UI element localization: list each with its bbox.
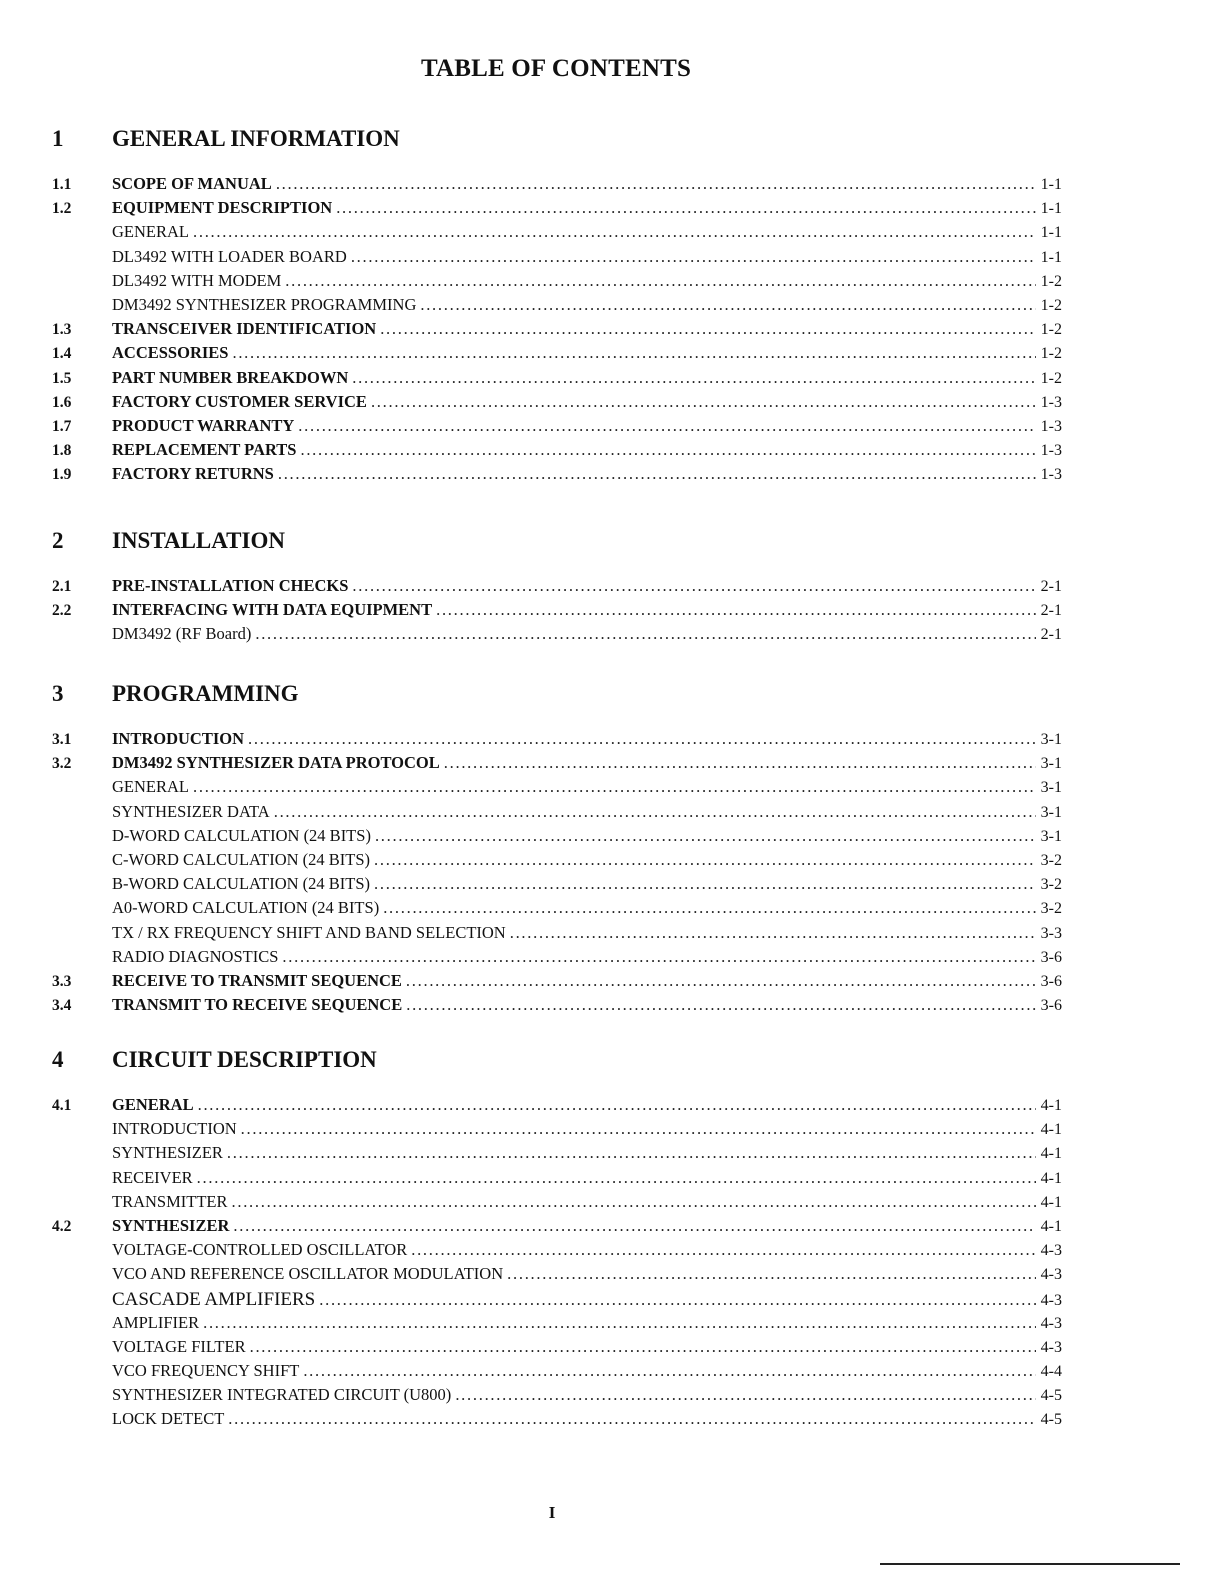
toc-entry-list <box>52 729 1062 1019</box>
entry-page: 1-1 <box>1040 248 1062 266</box>
page-number: I <box>548 1503 556 1522</box>
entry-page: 2-1 <box>1040 626 1062 644</box>
section-title: INSTALLATION <box>112 528 285 553</box>
toc-entry <box>52 1337 1062 1361</box>
entry-title: D-WORD CALCULATION (24 BITS) <box>112 825 371 845</box>
entry-title: A0-WORD CALCULATION (24 BITS) <box>112 898 380 918</box>
entry-title: GENERAL <box>112 1095 194 1114</box>
entry-title: VOLTAGE-CONTROLLED OSCILLATOR <box>112 1240 408 1260</box>
section-number: 2 <box>52 528 64 553</box>
toc-entry <box>52 343 1062 367</box>
toc-entry <box>52 777 1062 801</box>
entry-page: 3-1 <box>1040 827 1062 845</box>
dot-leader <box>374 850 1036 870</box>
entry-title: LOCK DETECT <box>112 1409 225 1429</box>
entry-title: ACCESSORIES <box>112 343 229 363</box>
entry-page: 1-2 <box>1040 321 1062 339</box>
dot-leader <box>285 271 1036 291</box>
entry-number: 2.2 <box>52 602 72 620</box>
dot-leader <box>282 947 1036 967</box>
entry-title: DM3492 (RF Board) <box>112 624 252 644</box>
dot-leader <box>455 1385 1036 1405</box>
entry-number: 3.3 <box>52 972 72 990</box>
toc-entry <box>52 1289 1062 1313</box>
entry-page: 3-2 <box>1040 851 1062 869</box>
entry-page: 4-1 <box>1040 1169 1062 1187</box>
entry-title: RECEIVER <box>112 1167 193 1187</box>
dot-leader <box>241 1119 1036 1139</box>
toc-entry <box>52 624 1062 648</box>
entry-page: 3-6 <box>1040 948 1062 966</box>
dot-leader <box>374 874 1036 894</box>
entry-title: CASCADE AMPLIFIERS <box>112 1288 316 1310</box>
entry-title: AMPLIFIER <box>112 1312 200 1332</box>
dot-leader <box>248 729 1036 749</box>
entry-number: 3.1 <box>52 731 72 748</box>
entry-title: SYNTHESIZER INTEGRATED CIRCUIT (U800) <box>112 1385 452 1405</box>
entry-title: TRANSMIT TO RECEIVE SEQUENCE <box>112 995 403 1015</box>
dot-leader <box>203 1313 1036 1333</box>
toc-entry <box>52 995 1062 1019</box>
entry-title: SCOPE OF MANUAL <box>112 174 272 193</box>
corner-rule <box>880 1563 1180 1565</box>
dot-leader <box>319 1290 1036 1310</box>
toc-section-2 <box>52 528 1062 649</box>
toc-entry <box>52 1361 1062 1385</box>
section-title: CIRCUIT DESCRIPTION <box>112 1047 377 1072</box>
toc-section-3 <box>52 681 1062 1019</box>
entry-page: 1-3 <box>1040 393 1062 411</box>
entry-title: GENERAL <box>112 777 189 797</box>
dot-leader <box>255 624 1036 644</box>
entry-page: 1-3 <box>1040 466 1062 484</box>
toc-entry <box>52 576 1062 600</box>
entry-number: 1.6 <box>52 393 72 411</box>
entry-page: 1-2 <box>1040 272 1062 290</box>
entry-page: 3-1 <box>1040 755 1062 773</box>
toc-entry <box>52 222 1062 246</box>
entry-page: 4-3 <box>1040 1242 1062 1260</box>
toc-entry <box>52 898 1062 922</box>
dot-leader <box>383 898 1036 918</box>
dot-leader <box>278 464 1036 484</box>
entry-title: PRODUCT WARRANTY <box>112 415 295 435</box>
entry-title: EQUIPMENT DESCRIPTION <box>112 198 333 218</box>
dot-leader <box>411 1240 1036 1260</box>
entry-number: 1.7 <box>52 417 72 435</box>
toc-entry <box>52 247 1062 271</box>
dot-leader <box>375 826 1036 846</box>
entry-title: TX / RX FREQUENCY SHIFT AND BAND SELECTION <box>112 922 506 942</box>
toc-entry <box>52 874 1062 898</box>
toc-entry <box>52 1385 1062 1409</box>
dot-leader <box>351 247 1036 267</box>
toc-entry <box>52 923 1062 947</box>
entry-page: 1-3 <box>1040 442 1062 460</box>
toc-section-1 <box>52 126 1062 488</box>
entry-title: GENERAL <box>112 222 189 242</box>
toc-entry <box>52 295 1062 319</box>
entry-title: DL3492 WITH LOADER BOARD <box>112 246 347 266</box>
entry-page: 3-1 <box>1040 731 1062 748</box>
entry-number: 1.4 <box>52 345 72 363</box>
toc-entry <box>52 826 1062 850</box>
entry-title: PART NUMBER BREAKDOWN <box>112 367 349 387</box>
toc-entry <box>52 1168 1062 1192</box>
entry-number: 1.3 <box>52 321 72 339</box>
entry-title: INTRODUCTION <box>112 729 245 748</box>
entry-page: 4-4 <box>1040 1363 1062 1381</box>
entry-title: TRANSMITTER <box>112 1191 228 1211</box>
entry-number: 1.2 <box>52 200 72 218</box>
dot-leader <box>197 1168 1036 1188</box>
section-heading <box>52 126 1062 170</box>
entry-page: 4-5 <box>1040 1387 1062 1405</box>
dot-leader <box>198 1095 1036 1115</box>
toc-entry-list <box>52 174 1062 488</box>
entry-title: SYNTHESIZER <box>112 1143 223 1163</box>
entry-title: RECEIVE TO TRANSMIT SEQUENCE <box>112 970 402 990</box>
toc-entry <box>52 1240 1062 1264</box>
toc-entry <box>52 971 1062 995</box>
entry-page: 2-1 <box>1040 602 1062 620</box>
entry-title: TRANSCEIVER IDENTIFICATION <box>112 319 377 339</box>
entry-page: 4-5 <box>1040 1411 1062 1429</box>
entry-number: 3.4 <box>52 997 72 1015</box>
entry-page: 4-3 <box>1040 1338 1062 1356</box>
entry-page: 4-3 <box>1040 1266 1062 1284</box>
dot-leader <box>352 576 1036 596</box>
entry-number: 1.5 <box>52 369 72 387</box>
dot-leader <box>250 1337 1036 1357</box>
toc-entry <box>52 850 1062 874</box>
toc-entry <box>52 174 1062 198</box>
toc-entry <box>52 1095 1062 1119</box>
section-number: 3 <box>52 681 64 706</box>
toc-entry <box>52 1192 1062 1216</box>
toc-entry <box>52 1143 1062 1167</box>
dot-leader <box>193 777 1036 797</box>
entry-page: 1-3 <box>1040 417 1062 435</box>
toc-entry <box>52 753 1062 777</box>
entry-page: 3-1 <box>1040 803 1062 821</box>
entry-page: 4-1 <box>1040 1145 1062 1163</box>
dot-leader <box>406 971 1036 991</box>
entry-title: VCO FREQUENCY SHIFT <box>112 1361 300 1381</box>
toc-entry <box>52 1313 1062 1337</box>
entry-page: 3-6 <box>1040 972 1062 990</box>
toc-entry <box>52 1216 1062 1240</box>
toc-entry <box>52 600 1062 624</box>
toc-entry <box>52 198 1062 222</box>
section-number: 4 <box>52 1047 64 1072</box>
entry-page: 4-1 <box>1040 1193 1062 1211</box>
dot-leader <box>420 295 1036 315</box>
dot-leader <box>380 319 1036 339</box>
dot-leader <box>371 392 1036 412</box>
entry-title: FACTORY CUSTOMER SERVICE <box>112 391 367 411</box>
entry-title: SYNTHESIZER DATA <box>112 801 270 821</box>
toc-entry <box>52 319 1062 343</box>
entry-page: 4-1 <box>1040 1217 1062 1235</box>
toc-entry <box>52 947 1062 971</box>
dot-leader <box>274 802 1036 822</box>
entry-page: 3-2 <box>1040 900 1062 918</box>
entry-title: B-WORD CALCULATION (24 BITS) <box>112 874 371 894</box>
dot-leader <box>352 368 1036 388</box>
entry-page: 3-2 <box>1040 876 1062 894</box>
toc-entry <box>52 271 1062 295</box>
section-heading <box>52 528 1062 572</box>
dot-leader <box>336 198 1036 218</box>
dot-leader <box>228 1409 1036 1429</box>
toc-entry <box>52 802 1062 826</box>
entry-title: VCO AND REFERENCE OSCILLATOR MODULATION <box>112 1264 504 1284</box>
dot-leader <box>193 222 1036 242</box>
entry-page: 1-2 <box>1040 345 1062 363</box>
entry-page: 3-1 <box>1040 779 1062 797</box>
entry-number: 4.1 <box>52 1097 72 1114</box>
entry-number: 1.8 <box>52 442 72 460</box>
entry-number: 2.1 <box>52 578 72 595</box>
toc-section-4 <box>52 1047 1062 1434</box>
dot-leader <box>510 923 1036 943</box>
entry-page: 4-1 <box>1040 1097 1062 1114</box>
dot-leader <box>232 343 1036 363</box>
toc-entry <box>52 440 1062 464</box>
entry-title: PRE-INSTALLATION CHECKS <box>112 576 349 595</box>
dot-leader <box>436 600 1036 620</box>
entry-number: 1.1 <box>52 176 72 193</box>
toc-entry-list <box>52 576 1062 649</box>
entry-title: DL3492 WITH MODEM <box>112 270 282 290</box>
toc-entry <box>52 416 1062 440</box>
dot-leader <box>276 174 1036 194</box>
entry-page: 3-6 <box>1040 997 1062 1015</box>
entry-page: 4-3 <box>1040 1314 1062 1332</box>
entry-title: INTRODUCTION <box>112 1119 237 1139</box>
section-title: PROGRAMMING <box>112 681 299 706</box>
entry-page: 2-1 <box>1040 578 1062 595</box>
dot-leader <box>507 1264 1036 1284</box>
entry-page: 1-1 <box>1040 224 1062 242</box>
toc-entry <box>52 1119 1062 1143</box>
dot-leader <box>300 440 1036 460</box>
dot-leader <box>444 753 1036 773</box>
toc-entry <box>52 1409 1062 1433</box>
entry-page: 4-3 <box>1040 1291 1062 1309</box>
section-title: GENERAL INFORMATION <box>112 126 400 151</box>
dot-leader <box>227 1143 1036 1163</box>
entry-title: DM3492 SYNTHESIZER PROGRAMMING <box>112 294 417 314</box>
toc-entry <box>52 729 1062 753</box>
entry-number: 4.2 <box>52 1217 72 1235</box>
entry-page: 3-3 <box>1040 924 1062 942</box>
toc-entry-list <box>52 1095 1062 1434</box>
dot-leader <box>406 995 1036 1015</box>
entry-title: SYNTHESIZER <box>112 1215 230 1235</box>
dot-leader <box>232 1192 1037 1212</box>
section-heading <box>52 681 1062 725</box>
entry-title: C-WORD CALCULATION (24 BITS) <box>112 849 371 869</box>
dot-leader <box>298 416 1036 436</box>
toc-entry <box>52 1264 1062 1288</box>
entry-title: RADIO DIAGNOSTICS <box>112 946 279 966</box>
toc-entry <box>52 392 1062 416</box>
dot-leader <box>303 1361 1036 1381</box>
section-number: 1 <box>52 126 64 151</box>
dot-leader <box>233 1216 1036 1236</box>
entry-page: 1-2 <box>1040 296 1062 314</box>
section-heading <box>52 1047 1062 1091</box>
entry-page: 1-2 <box>1040 369 1062 387</box>
entry-number: 3.2 <box>52 755 72 773</box>
entry-page: 1-1 <box>1040 200 1062 218</box>
entry-page: 4-1 <box>1040 1121 1062 1139</box>
entry-page: 1-1 <box>1040 176 1062 193</box>
entry-title: VOLTAGE FILTER <box>112 1336 246 1356</box>
page-title: TABLE OF CONTENTS <box>420 55 692 82</box>
entry-title: FACTORY RETURNS <box>112 464 274 484</box>
toc-entry <box>52 368 1062 392</box>
toc-entry <box>52 464 1062 488</box>
entry-title: DM3492 SYNTHESIZER DATA PROTOCOL <box>112 753 440 773</box>
entry-number: 1.9 <box>52 466 72 484</box>
entry-title: REPLACEMENT PARTS <box>112 440 297 460</box>
entry-title: INTERFACING WITH DATA EQUIPMENT <box>112 600 433 620</box>
